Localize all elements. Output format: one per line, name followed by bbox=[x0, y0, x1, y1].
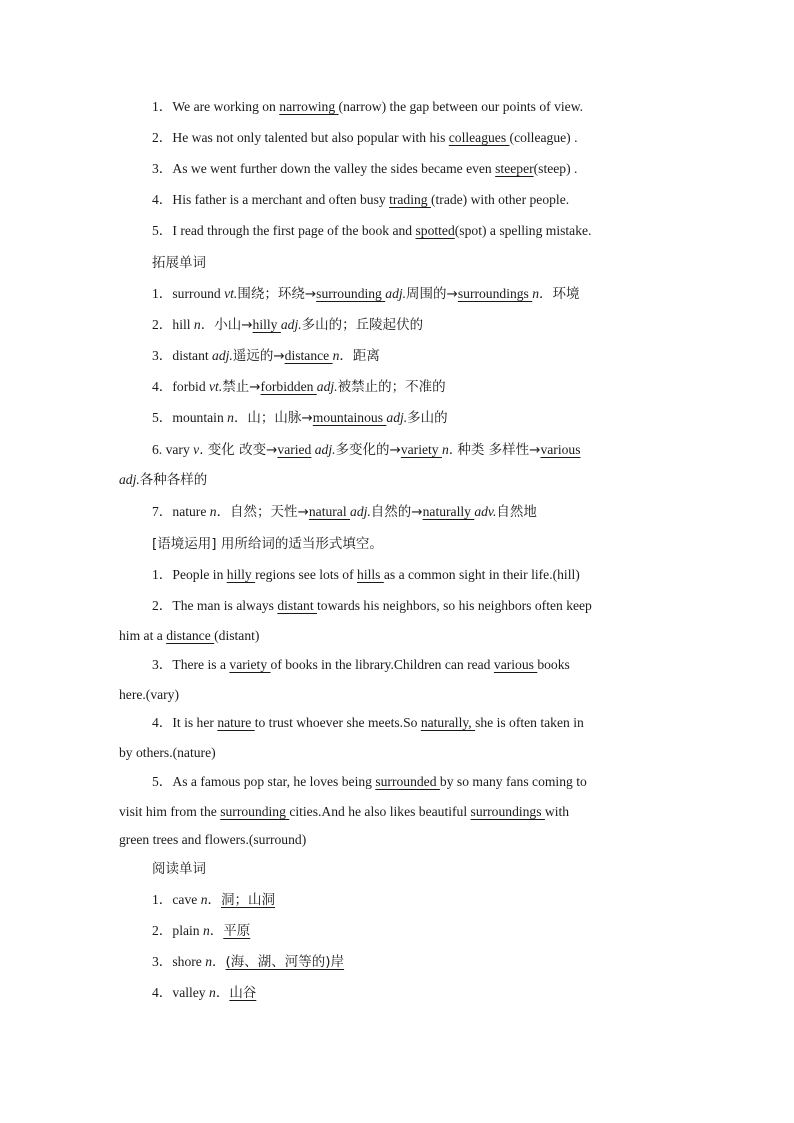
answer-blank: trading bbox=[389, 192, 431, 207]
context-sentence-2-continued bbox=[119, 626, 259, 646]
part-of-speech: adv. bbox=[474, 504, 497, 519]
part-of-speech: adj. bbox=[386, 410, 408, 425]
sentence-text: to trust whoever she meets.So bbox=[254, 715, 421, 730]
answer-blank: narrowing bbox=[279, 99, 339, 114]
definition: ．小山→ bbox=[200, 317, 253, 333]
item-number: 2． bbox=[152, 923, 173, 938]
part-of-speech: n bbox=[227, 410, 234, 425]
item-number: 1． bbox=[152, 892, 173, 907]
definition: 各种各样的 bbox=[139, 472, 208, 488]
sentence-text: His father is a merchant and often busy bbox=[172, 192, 390, 207]
definition: . 种类 多样性→ bbox=[448, 442, 541, 458]
part-of-speech: n bbox=[209, 985, 216, 1000]
sentence-text: him at a bbox=[119, 628, 167, 643]
definition: 禁止→ bbox=[222, 379, 261, 395]
item-number: 1． bbox=[152, 99, 173, 114]
definition: ．环境 bbox=[539, 286, 580, 302]
sentence-text: (colleague) . bbox=[509, 130, 578, 145]
reading-word-shore bbox=[152, 952, 344, 972]
part-of-speech: vt. bbox=[224, 286, 238, 301]
sentence-text: (spot) a spelling mistake. bbox=[454, 223, 592, 238]
sentence-text: here.(vary) bbox=[119, 687, 179, 702]
part-of-speech: n bbox=[209, 504, 217, 519]
punctuation: ． bbox=[212, 954, 226, 970]
item-number: 6. bbox=[152, 442, 166, 457]
context-sentence-4 bbox=[152, 713, 584, 733]
exercise-sentence-5 bbox=[152, 221, 591, 241]
answer-blank: colleagues bbox=[448, 130, 510, 145]
part-of-speech: n bbox=[441, 442, 449, 457]
item-number: 4． bbox=[152, 192, 173, 207]
item-number: 3． bbox=[152, 657, 173, 672]
reading-word-cave bbox=[152, 890, 275, 910]
item-number: 1． bbox=[152, 567, 173, 582]
definition: 自然的→ bbox=[370, 504, 423, 520]
punctuation: ． bbox=[209, 923, 224, 939]
headword: mountain bbox=[172, 410, 228, 425]
headword: cave bbox=[172, 892, 201, 907]
sentence-text: It is her bbox=[172, 715, 218, 730]
definition: ．山；山脉→ bbox=[233, 410, 313, 426]
sentence-text: (steep) . bbox=[533, 161, 578, 176]
word-family-surround bbox=[152, 284, 580, 304]
answer-blank: mountainous bbox=[312, 410, 387, 425]
sentence-text: I read through the first page of the book and bbox=[172, 223, 416, 238]
definition: 多山的 bbox=[407, 410, 448, 426]
answer-blank: surroundings bbox=[457, 286, 533, 301]
answer-blank: naturally bbox=[422, 504, 475, 519]
exercise-sentence-1 bbox=[152, 97, 583, 117]
definition: ．自然；天性→ bbox=[216, 504, 309, 520]
answer-blank: natural bbox=[308, 504, 351, 519]
answer-blank: 洞；山洞 bbox=[220, 892, 275, 908]
headword: plain bbox=[172, 923, 203, 938]
part-of-speech: n bbox=[202, 923, 210, 938]
item-number: 5． bbox=[152, 774, 173, 789]
item-number: 5． bbox=[152, 410, 173, 425]
sentence-text: visit him from the bbox=[119, 804, 221, 819]
context-sentence-1 bbox=[152, 565, 580, 585]
exercise-sentence-2 bbox=[152, 128, 577, 148]
punctuation: ． bbox=[207, 892, 221, 908]
part-of-speech: adj. bbox=[385, 286, 407, 301]
sentence-text: There is a bbox=[172, 657, 230, 672]
headword: shore bbox=[172, 954, 206, 969]
reading-word-plain bbox=[152, 921, 250, 941]
definition: 自然地 bbox=[496, 504, 537, 520]
headword: surround bbox=[172, 286, 225, 301]
definition: ．距离 bbox=[339, 348, 380, 364]
section-tag: [语境运用] bbox=[152, 536, 217, 552]
sentence-text: by others.(nature) bbox=[119, 745, 216, 760]
part-of-speech: n bbox=[200, 892, 208, 907]
sentence-text: (distant) bbox=[214, 628, 260, 643]
answer-blank: surrounding bbox=[316, 286, 386, 301]
word-family-mountain bbox=[152, 408, 448, 428]
part-of-speech: adj. bbox=[350, 504, 371, 519]
definition: 多变化的→ bbox=[335, 442, 401, 458]
word-family-nature bbox=[152, 502, 537, 522]
sentence-text: as a common sight in their life.(hill) bbox=[383, 567, 580, 582]
sentence-text: As we went further down the valley the sides became even bbox=[172, 161, 496, 176]
part-of-speech: adj. bbox=[280, 317, 302, 332]
item-number: 7． bbox=[152, 504, 173, 519]
sentence-text: The man is always bbox=[172, 598, 278, 613]
section-heading-reading-words: 阅读单词 bbox=[152, 861, 206, 877]
sentence-text: regions see lots of bbox=[255, 567, 358, 582]
answer-blank: 平原 bbox=[223, 923, 251, 939]
reading-word-valley bbox=[152, 983, 256, 1003]
answer-blank: (海、湖、河等的)岸 bbox=[225, 954, 345, 970]
item-number: 1． bbox=[152, 286, 173, 301]
exercise-sentence-3 bbox=[152, 159, 577, 179]
answer-blank: naturally, bbox=[420, 715, 476, 730]
answer-blank: varied bbox=[277, 442, 312, 457]
sentence-text: with bbox=[544, 804, 570, 819]
item-number: 3． bbox=[152, 954, 173, 969]
item-number: 2． bbox=[152, 598, 173, 613]
section-heading-expand-words: 拓展单词 bbox=[152, 255, 206, 271]
item-number: 4． bbox=[152, 985, 173, 1000]
definition: 遥远的→ bbox=[232, 348, 285, 364]
headword: distant bbox=[172, 348, 213, 363]
answer-blank: distance bbox=[284, 348, 333, 363]
answer-blank: distance bbox=[166, 628, 215, 643]
definition: . 变化 改变→ bbox=[199, 442, 278, 458]
item-number: 2． bbox=[152, 130, 173, 145]
word-family-hill bbox=[152, 315, 423, 335]
part-of-speech: adj. bbox=[316, 379, 338, 394]
answer-blank: surrounding bbox=[220, 804, 290, 819]
exercise-sentence-4 bbox=[152, 190, 569, 210]
answer-blank: distant bbox=[277, 598, 317, 613]
definition: 多山的；丘陵起伏的 bbox=[301, 317, 424, 333]
answer-blank: hilly bbox=[226, 567, 256, 582]
sentence-text: cities.And he also likes beautiful bbox=[289, 804, 471, 819]
sentence-text: (narrow) the gap between our points of view. bbox=[338, 99, 584, 114]
sentence-text: she is often taken in bbox=[475, 715, 584, 730]
word-family-vary-continued bbox=[119, 470, 207, 490]
item-number: 5． bbox=[152, 223, 173, 238]
answer-blank: variety bbox=[229, 657, 271, 672]
word-family-vary bbox=[152, 440, 581, 460]
answer-blank: hilly bbox=[252, 317, 281, 332]
answer-blank: forbidden bbox=[260, 379, 317, 394]
answer-blank: nature bbox=[217, 715, 255, 730]
answer-blank: surrounded bbox=[375, 774, 440, 789]
answer-blank: surroundings bbox=[470, 804, 545, 819]
answer-blank: steeper bbox=[495, 161, 534, 176]
sentence-text: green trees and flowers.(surround) bbox=[119, 832, 307, 847]
punctuation: ． bbox=[215, 985, 230, 1001]
sentence-text: towards his neighbors, so his neighbors often keep bbox=[317, 598, 592, 613]
sentence-text: of books in the library.Children can read bbox=[270, 657, 494, 672]
sentence-text: He was not only talented but also popular with his bbox=[172, 130, 449, 145]
sentence-text: by so many fans coming to bbox=[439, 774, 587, 789]
part-of-speech: v bbox=[193, 442, 200, 457]
answer-blank: hills bbox=[357, 567, 384, 582]
part-of-speech: n bbox=[532, 286, 540, 301]
word-family-forbid bbox=[152, 377, 446, 397]
part-of-speech: n bbox=[205, 954, 213, 969]
answer-blank: variety bbox=[400, 442, 442, 457]
definition: 围绕；环绕→ bbox=[237, 286, 317, 302]
headword: forbid bbox=[172, 379, 210, 394]
sentence-text: (trade) with other people. bbox=[430, 192, 570, 207]
sentence-text: books bbox=[537, 657, 570, 672]
item-number: 4． bbox=[152, 715, 173, 730]
answer-blank: various bbox=[493, 657, 538, 672]
answer-blank: 山谷 bbox=[229, 985, 257, 1001]
sentence-text: We are working on bbox=[172, 99, 280, 114]
part-of-speech: n bbox=[193, 317, 201, 332]
headword: nature bbox=[172, 504, 210, 519]
part-of-speech: adj. bbox=[311, 442, 336, 457]
context-sentence-4-continued bbox=[119, 743, 216, 763]
definition: 被禁止的；不准的 bbox=[337, 379, 446, 395]
context-sentence-5 bbox=[152, 772, 587, 792]
context-sentence-5-continued-2 bbox=[119, 830, 306, 850]
headword: vary bbox=[165, 442, 194, 457]
context-sentence-3 bbox=[152, 655, 570, 675]
context-sentence-3-continued bbox=[119, 685, 179, 705]
part-of-speech: n bbox=[332, 348, 340, 363]
answer-blank: various bbox=[540, 442, 581, 457]
headword: hill bbox=[172, 317, 194, 332]
headword: valley bbox=[172, 985, 210, 1000]
item-number: 4． bbox=[152, 379, 173, 394]
context-sentence-2 bbox=[152, 596, 592, 616]
part-of-speech: vt. bbox=[209, 379, 223, 394]
item-number: 3． bbox=[152, 161, 173, 176]
sentence-text: People in bbox=[172, 567, 227, 582]
definition: 周围的→ bbox=[406, 286, 458, 302]
item-number: 2． bbox=[152, 317, 173, 332]
context-sentence-5-continued bbox=[119, 802, 569, 822]
section-instruction: 用所给词的适当形式填空。 bbox=[216, 536, 383, 552]
part-of-speech: adj. bbox=[212, 348, 233, 363]
word-family-distant bbox=[152, 346, 380, 366]
item-number: 3． bbox=[152, 348, 173, 363]
section-heading-context-usage bbox=[152, 534, 383, 554]
answer-blank: spotted bbox=[415, 223, 455, 238]
part-of-speech: adj. bbox=[119, 472, 140, 487]
sentence-text: As a famous pop star, he loves being bbox=[172, 774, 376, 789]
